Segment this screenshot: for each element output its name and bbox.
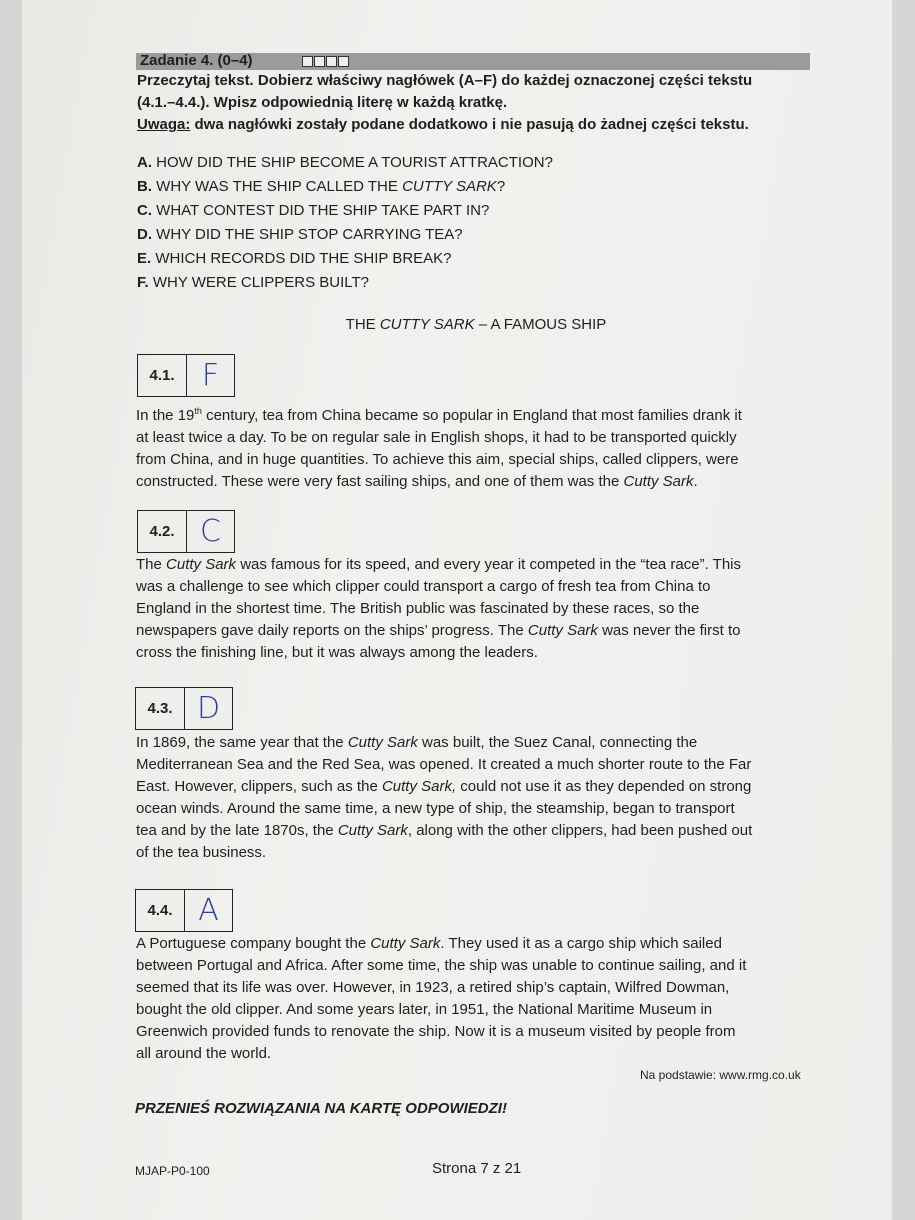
score-box — [338, 56, 349, 67]
page-number: Strona 7 z 21 — [432, 1160, 522, 1177]
answer-letter: F — [201, 358, 220, 393]
article-title: THE CUTTY SARK – A FAMOUS SHIP — [345, 316, 607, 333]
option-b: B. WHY WAS THE SHIP CALLED THE CUTTY SARK? — [137, 178, 506, 195]
score-box — [326, 56, 337, 67]
note-label: Uwaga: — [137, 116, 191, 133]
option-c: C. WHAT CONTEST DID THE SHIP TAKE PART IN? — [137, 202, 490, 219]
answer-box-4-2[interactable] — [137, 510, 235, 553]
note-text: dwa nagłówki zostały podane dodatkowo i nie pasują do żadnej części tekstu. — [190, 116, 749, 133]
exam-code: MJAP-P0-100 — [135, 1164, 210, 1178]
option-f: F. WHY WERE CLIPPERS BUILT? — [137, 274, 369, 291]
instruction-line-1: Przeczytaj tekst. Dobierz właściwy nagłówek (A–F) do każdej oznaczonej części tekstu — [137, 72, 753, 89]
option-a: A. HOW DID THE SHIP BECOME A TOURIST ATTRACTION? — [137, 154, 553, 171]
answer-letter: C — [200, 514, 221, 549]
instruction-note — [137, 114, 749, 135]
answer-box-4-1[interactable] — [137, 354, 235, 397]
option-d: D. WHY DID THE SHIP STOP CARRYING TEA? — [137, 226, 463, 243]
score-boxes — [302, 56, 349, 67]
paragraph-4-4: A Portuguese company bought the Cutty Sark. They used it as a cargo ship which sailed between Portugal and Africa. After some time, the ship was unable to continue sailing, and it seemed that its life was over. However, in 1923, a retired ship’s captain, Wilfred Dowman, bought the old clipper. And some years later, in 1951, the National Maritime Museum in Greenwich provided funds to renovate the ship. Now it is a museum visited by people from all around the world. — [136, 935, 747, 1062]
answer-number: 4.1. — [138, 355, 187, 396]
answer-box-4-4[interactable] — [135, 889, 233, 932]
answer-letter: D — [196, 691, 221, 726]
answer-number: 4.4. — [136, 890, 185, 931]
score-box — [302, 56, 313, 67]
answer-box-4-3[interactable] — [135, 687, 233, 730]
answer-number: 4.2. — [138, 511, 187, 552]
score-box — [314, 56, 325, 67]
paragraph-4-3: In 1869, the same year that the Cutty Sark was built, the Suez Canal, connecting the Mediterranean Sea and the Red Sea, was opened. It created a much shorter route to the Far East. However, clippers, such as the Cutty Sark, could not use it as they depended on strong ocean winds. Around the same time, a new type of ship, the steamship, began to transport tea and by the late 1870s, the Cutty Sark, along with the other clippers, had been pushed out of the tea business. — [136, 734, 753, 861]
answer-number: 4.3. — [136, 688, 185, 729]
answer-letter: A — [198, 893, 219, 928]
task-title: Zadanie 4. (0–4) — [140, 52, 253, 69]
paragraph-4-1: In the 19th century, tea from China became so popular in England that most families drank it at least twice a day. To be on regular sale in English shops, it had to be transported quickly from China, and in huge quantities. To achieve this aim, special ships, called clippers, were constructed. These were very fast sailing ships, and one of them was the Cutty Sark. — [136, 406, 742, 490]
option-e: E. WHICH RECORDS DID THE SHIP BREAK? — [137, 250, 452, 267]
source-note: Na podstawie: www.rmg.co.uk — [640, 1068, 801, 1082]
instruction-line-2: (4.1.–4.4.). Wpisz odpowiednią literę w każdą kratkę. — [137, 94, 508, 111]
transfer-instruction: PRZENIEŚ ROZWIĄZANIA NA KARTĘ ODPOWIEDZI! — [135, 1100, 507, 1117]
paragraph-4-2: The Cutty Sark was famous for its speed, and every year it competed in the “tea race”. This was a challenge to see which clipper could transport a cargo of fresh tea from China to England in the shortest time. The British public was fascinated by these races, so the newspapers gave daily reports on the ships’ progress. The Cutty Sark was never the first to cross the finishing line, but it was always among the leaders. — [136, 556, 742, 661]
